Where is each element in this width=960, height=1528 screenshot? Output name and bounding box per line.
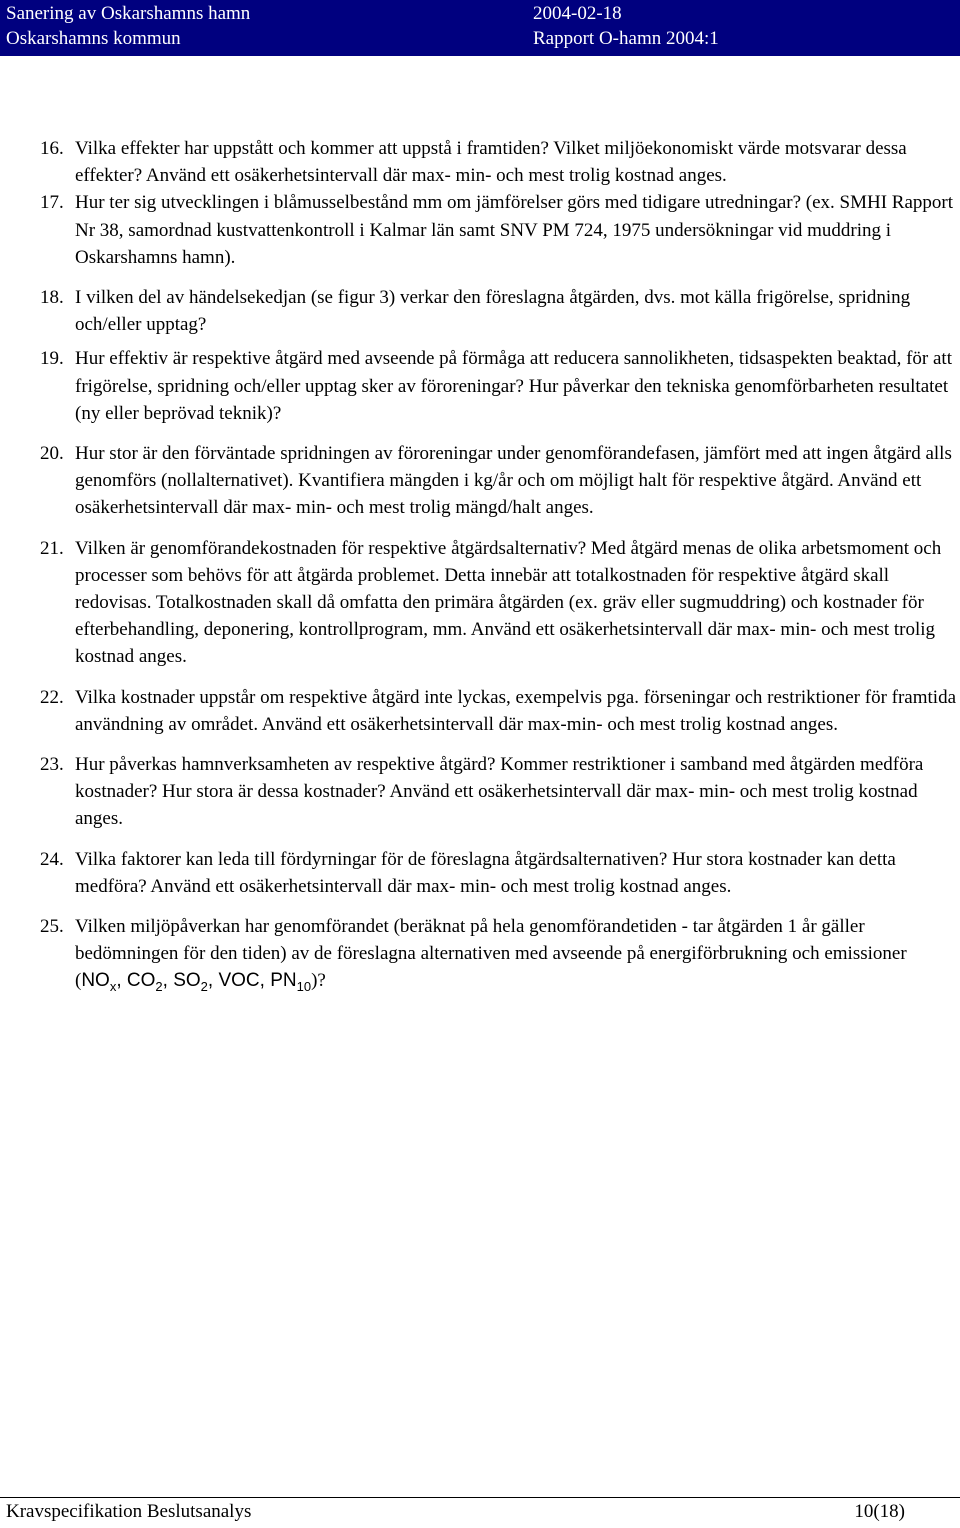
question-22 <box>40 684 956 738</box>
question-number: 17. <box>40 192 64 214</box>
question-text: Vilka kostnader uppstår om respektive åtgärd inte lyckas, exempelvis pga. förseningar och restriktioner för framtida användning av området. Använd ett osäkerhetsintervall där max-min- och mest trolig kostnad anges. <box>75 686 957 735</box>
header-organization: Oskarshamns kommun <box>6 28 181 49</box>
question-number: 22. <box>40 686 64 708</box>
question-number: 19. <box>40 348 64 370</box>
question-number: 25. <box>40 916 64 938</box>
question-list <box>40 135 956 1008</box>
header-report: Rapport O-hamn 2004:1 <box>533 28 719 49</box>
question-17 <box>40 189 956 271</box>
question-number: 16. <box>40 138 64 159</box>
question-number: 23. <box>40 754 64 776</box>
question-number: 24. <box>40 848 64 870</box>
header-title: Sanering av Oskarshamns hamn <box>6 3 251 24</box>
question-text: Hur påverkas hamnverksamheten av respektive åtgärd? Kommer restriktioner i samband med åtgärden medföra kostnader? Hur stora är dessa kostnader? Använd ett osäkerhetsintervall där max- min- och mest trolig kostnad anges. <box>75 754 924 830</box>
co2-formula: $CO_2$ <box>126 970 163 995</box>
question-text: I vilken del av händelsekedjan (se figur 3) verkar den föreslagna åtgärden, dvs. mot källa frigörelse, spridning och/eller upptag? <box>75 287 911 336</box>
question-text: Vilka effekter har uppstått och kommer att uppstå i framtiden? Vilket miljöekonomiskt värde motsvarar dessa effekter? Använd ett osäkerhetsintervall där max- min- och mest trolig kostnad anges. <box>75 138 907 187</box>
voc-formula: VOC <box>218 970 260 992</box>
footer-divider <box>0 1497 960 1498</box>
question-number: 20. <box>40 443 64 465</box>
question-number: 21. <box>40 537 64 559</box>
question-20 <box>40 440 956 522</box>
question-21 <box>40 535 956 671</box>
question-25: 25. Vilken miljöpåverkan har genomförandet (beräknat på hela genomförandetiden - tar åtgärden 1 år gäller bedömningen för den tiden) av de föreslagna alternativen med avseende på energiförbrukning och emissioner ($NO_x$, $CO_2$, $SO_2$, VOC, $PN_{10}$)? <box>40 913 956 995</box>
question-number: 18. <box>40 287 64 309</box>
footer-document-title: Kravspecifikation Beslutsanalys <box>6 1501 252 1522</box>
footer-page-number: 10(18) <box>854 1501 905 1522</box>
question-19 <box>40 345 956 427</box>
page-header <box>0 0 960 56</box>
question-text: Vilken är genomförandekostnaden för respektive åtgärdsalternativ? Med åtgärd menas de olika arbetsmoment och processer som behövs för att åtgärda problemet. Detta innebär att totalkostnaden för respektive åtgärd skall redovisas. Totalkostnaden skall då omfatta den primära åtgärden (ex. gräv eller sugmuddring) och kostnader för efterbehandling, deponering, kontrollprogram, mm. Använd ett osäkerhetsintervall där max- min- och mest trolig kostnad anges. <box>75 537 942 668</box>
question-text: Hur effektiv är respektive åtgärd med avseende på förmåga att reducera sannolikheten, tidsaspekten beaktad, för att frigörelse, spridning och/eller upptag sker av föroreningar? Hur påverkar den tekniska genomförbarheten resultatet (ny eller beprövad teknik)? <box>75 348 952 424</box>
question-text: Vilka faktorer kan leda till fördyrningar för de föreslagna åtgärdsalternativen? Hur stora kostnader kan detta medföra? Använd ett osäkerhetsintervall där max- min- och mest trolig kostnad anges. <box>75 848 896 897</box>
question-text: Hur ter sig utvecklingen i blåmusselbestånd mm om jämförelser görs med tidigare utredningar? (ex. SMHI Rapport Nr 38, samordnad kustvattenkontroll i Kalmar län samt SNV PM 724, 1975 undersökningar vid muddring i Oskarshamns hamn). <box>75 192 954 268</box>
question-16 <box>40 135 956 189</box>
so2-formula: $SO_2$ <box>173 970 208 995</box>
question-text: Hur stor är den förväntade spridningen av föroreningar under genomförandefasen, jämfört med att ingen åtgärd alls genomförs (nollalternativet). Kvantifiera mängden i kg/år och om möjligt halt för respektive åtgärd. Använd ett osäkerhetsintervall där max- min- och mest trolig mängd/halt anges. <box>75 443 952 519</box>
question-24 <box>40 846 956 900</box>
nox-formula: $NO_x$ <box>81 970 117 995</box>
pn10-formula: $PN_{10}$ <box>270 970 312 995</box>
question-text: Vilken miljöpåverkan har genomförandet (beräknat på hela genomförandetiden - tar åtgärden 1 år gäller bedömningen för den tiden) av de föreslagna alternativen med avseende på energiförbrukning och emissioner ( <box>75 916 907 992</box>
header-date: 2004-02-18 <box>533 3 622 24</box>
question-18 <box>40 284 956 338</box>
question-23 <box>40 751 956 833</box>
